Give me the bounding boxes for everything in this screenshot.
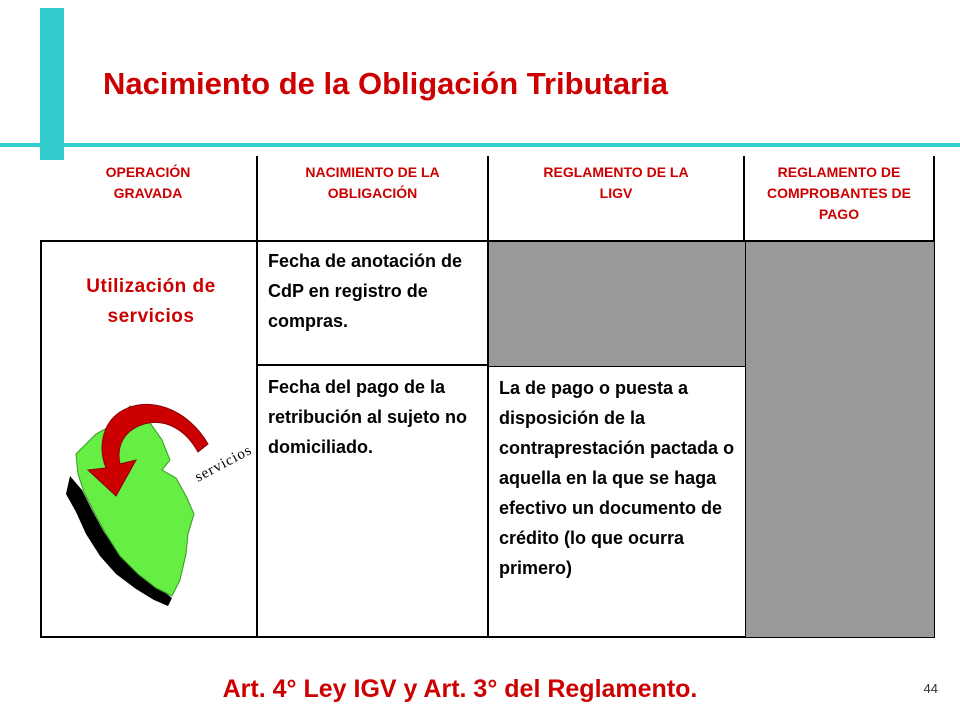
header-operacion: OPERACIÓN GRAVADA <box>40 156 258 242</box>
peru-map-shape <box>76 406 194 596</box>
page-number: 44 <box>923 681 938 696</box>
arrow-label: servicios <box>192 442 255 486</box>
accent-bar <box>40 8 64 160</box>
reglamento-ligv-row-2: La de pago o puesta a disposición de la contraprestación pactada o aquella en la que se haga efectivo un documento de crédito (lo que ocurra primero) <box>489 366 745 638</box>
accent-line <box>0 143 960 147</box>
operation-label: Utilización de servicios <box>86 276 216 327</box>
reglamento-cdp-cell <box>745 242 935 638</box>
header-nacimiento: NACIMIENTO DE LA OBLIGACIÓN <box>258 156 489 242</box>
nacimiento-row-1: Fecha de anotación de CdP en registro de compras. <box>258 242 489 366</box>
reglamento-ligv-row-1 <box>489 242 745 366</box>
slide-title: Nacimiento de la Obligación Tributaria <box>103 66 669 101</box>
peru-map-icon <box>58 384 268 614</box>
nacimiento-row-2: Fecha del pago de la retribución al sujeto no domiciliado. <box>258 366 489 638</box>
header-reglamento-ligv: REGLAMENTO DE LA LIGV <box>489 156 745 242</box>
footer-reference: Art. 4° Ley IGV y Art. 3° del Reglamento. <box>222 675 698 703</box>
header-reglamento-cdp: REGLAMENTO DE COMPROBANTES DE PAGO <box>745 156 935 242</box>
